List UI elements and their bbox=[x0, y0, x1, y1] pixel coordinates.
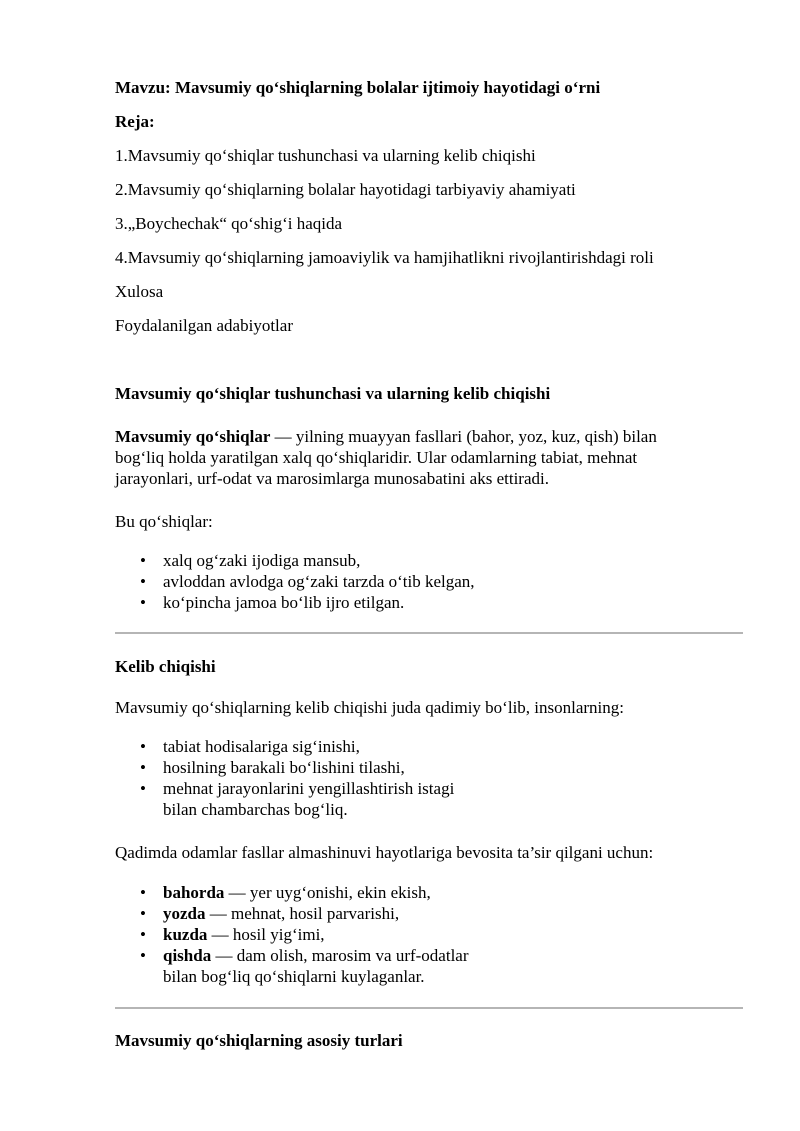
definition-line: jarayonlari, urf-odat va marosimlarga munosabatini aks ettiradi. bbox=[115, 469, 549, 488]
list-item: xalq og‘zaki ijodiga mansub, bbox=[163, 551, 361, 570]
paragraph: Qadimda odamlar fasllar almashinuvi hayotlariga bevosita ta’sir qilgani uchun: bbox=[115, 843, 654, 862]
bullet-icon: • bbox=[140, 572, 146, 591]
bullet-icon: • bbox=[140, 758, 146, 777]
season-item bbox=[163, 945, 469, 966]
list-item: hosilning barakali bo‘lishini tilashi, bbox=[163, 758, 405, 777]
bullet-icon: • bbox=[140, 946, 146, 965]
list-item: mehnat jarayonlarini yengillashtirish istagi bbox=[163, 779, 455, 798]
horizontal-divider bbox=[115, 1007, 743, 1009]
bullet-icon: • bbox=[140, 593, 146, 612]
plan-item: 3.„Boychechak“ qo‘shig‘i haqida bbox=[115, 214, 343, 233]
list-item-continuation: bilan chambarchas bog‘liq. bbox=[163, 800, 348, 819]
plan-item: 2.Mavsumiy qo‘shiqlarning bolalar hayotidagi tarbiyaviy ahamiyati bbox=[115, 180, 576, 199]
horizontal-divider bbox=[115, 632, 743, 634]
list-item-continuation: bilan bog‘liq qo‘shiqlarni kuylaganlar. bbox=[163, 967, 425, 986]
section-heading: Kelib chiqishi bbox=[115, 657, 216, 676]
list-item: ko‘pincha jamoa bo‘lib ijro etilgan. bbox=[163, 593, 405, 612]
paragraph: Bu qo‘shiqlar: bbox=[115, 512, 213, 531]
definition-line bbox=[115, 426, 657, 447]
season-item bbox=[163, 903, 399, 924]
season-text: — yer uyg‘onishi, ekin ekish, bbox=[224, 883, 431, 902]
plan-item: Foydalanilgan adabiyotlar bbox=[115, 316, 293, 335]
bullet-icon: • bbox=[140, 779, 146, 798]
season-text: — mehnat, hosil parvarishi, bbox=[205, 904, 400, 923]
definition-line: bog‘liq holda yaratilgan xalq qo‘shiqlaridir. Ular odamlarning tabiat, mehnat bbox=[115, 448, 638, 467]
season-text: — hosil yig‘imi, bbox=[207, 925, 325, 944]
season-term: yozda bbox=[163, 904, 206, 923]
plan-item: Xulosa bbox=[115, 282, 164, 301]
season-text: — dam olish, marosim va urf-odatlar bbox=[211, 946, 469, 965]
plan-item: 4.Mavsumiy qo‘shiqlarning jamoaviylik va hamjihatlikni rivojlantirishdagi roli bbox=[115, 248, 654, 267]
list-item: avloddan avlodga og‘zaki tarzda o‘tib kelgan, bbox=[163, 572, 475, 591]
bullet-icon: • bbox=[140, 737, 146, 756]
section-heading: Mavsumiy qo‘shiqlarning asosiy turlari bbox=[115, 1031, 403, 1050]
plan-heading: Reja: bbox=[115, 112, 155, 131]
definition-text: — yilning muayyan fasllari (bahor, yoz, kuz, qish) bilan bbox=[270, 427, 657, 446]
bullet-icon: • bbox=[140, 883, 146, 902]
season-item bbox=[163, 924, 325, 945]
definition-term: Mavsumiy qo‘shiqlar bbox=[115, 427, 271, 446]
season-term: qishda bbox=[163, 946, 212, 965]
plan-item: 1.Mavsumiy qo‘shiqlar tushunchasi va ularning kelib chiqishi bbox=[115, 146, 536, 165]
season-term: bahorda bbox=[163, 883, 225, 902]
season-term: kuzda bbox=[163, 925, 208, 944]
list-item: tabiat hodisalariga sig‘inishi, bbox=[163, 737, 360, 756]
bullet-icon: • bbox=[140, 551, 146, 570]
topic-title: Mavzu: Mavsumiy qo‘shiqlarning bolalar ijtimoiy hayotidagi o‘rni bbox=[115, 78, 601, 97]
season-item bbox=[163, 882, 431, 903]
section-heading: Mavsumiy qo‘shiqlar tushunchasi va ularning kelib chiqishi bbox=[115, 384, 551, 403]
paragraph: Mavsumiy qo‘shiqlarning kelib chiqishi juda qadimiy bo‘lib, insonlarning: bbox=[115, 698, 625, 717]
bullet-icon: • bbox=[140, 904, 146, 923]
bullet-icon: • bbox=[140, 925, 146, 944]
